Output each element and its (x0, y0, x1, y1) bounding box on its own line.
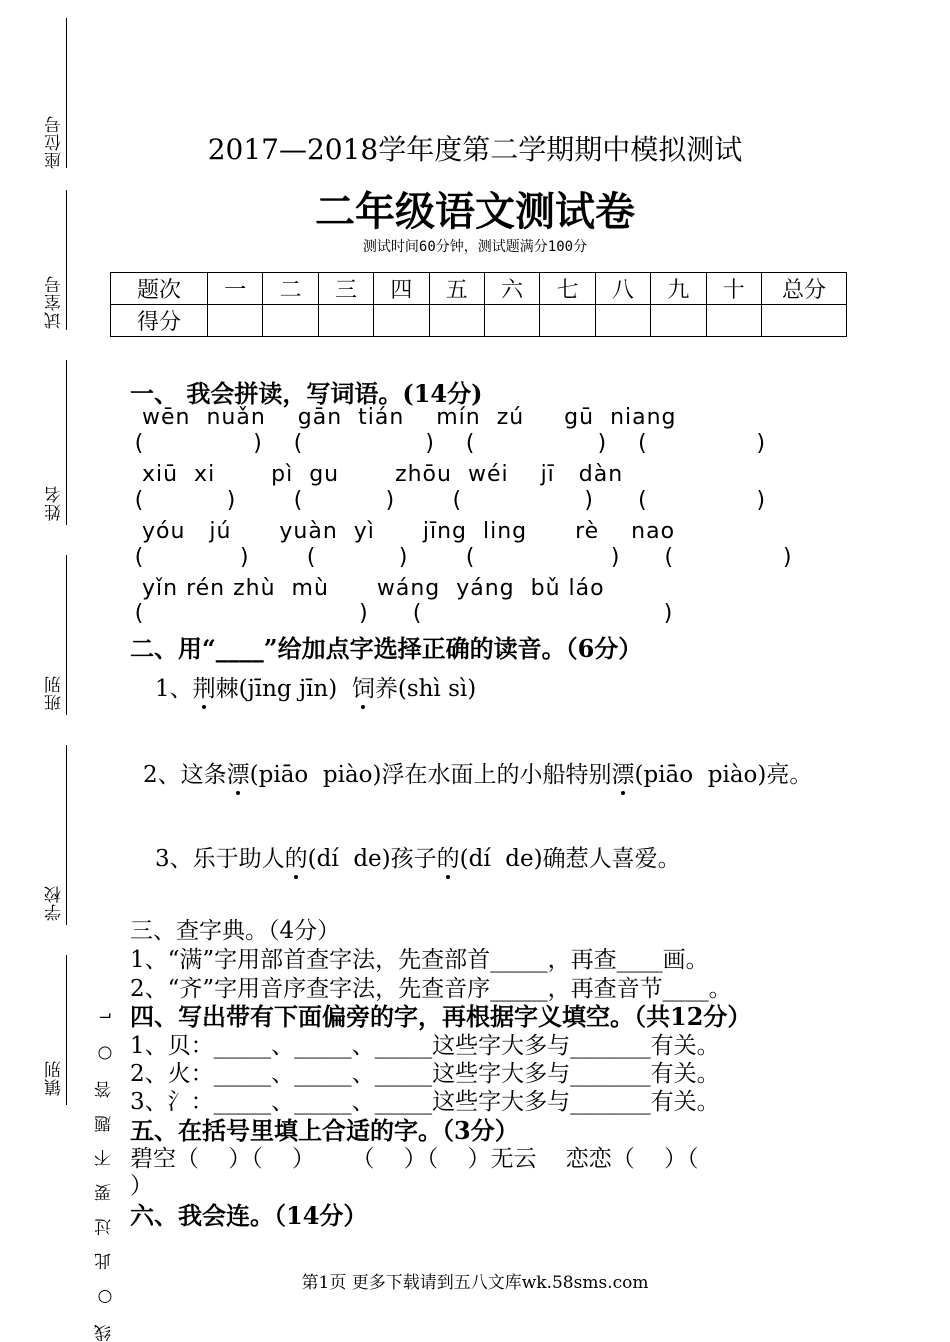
section3-title: 三、查字典。（4分） (130, 918, 341, 944)
score-row-label: 得分 (111, 305, 208, 337)
score-header-cell: 三 (318, 273, 373, 305)
name-label: 姓名 (45, 485, 65, 521)
exam-subtitle: 测试时间60分钟，测试题满分100分 (362, 239, 588, 255)
section4-line-1: 1、贝：_____、_____、_____这些字大多与_______有关。 (130, 1033, 720, 1059)
score-cell[interactable] (318, 305, 373, 337)
seat-label: 座位号 (45, 115, 65, 169)
score-table (110, 272, 847, 337)
room-label: 试室号 (45, 275, 65, 329)
section3-line-2: 2、“齐”字用音序查字法，先查音序_____，再查音节____。 (130, 976, 732, 1002)
answer-parens: ( ) ( ) ( ) ( ) (132, 488, 768, 513)
item-text: (piāo piào)亮。 (634, 762, 813, 788)
section2-title: 二、用“____”给加点字选择正确的读音。（6分） (130, 634, 643, 663)
pinyin-row: yǐn rén zhù mù wáng yáng bǔ láo (142, 576, 605, 601)
answer-parens: ( ) ( ) ( ) ( ) (132, 545, 795, 570)
score-header-cell: 十 (706, 273, 761, 305)
school-label: 学校 (45, 885, 65, 921)
score-table-score-row (111, 305, 847, 337)
page-footer: 第1页 更多下载请到五八文库wk.58sms.com (301, 1273, 649, 1293)
score-cell[interactable] (762, 305, 847, 337)
section2-item-1 (155, 670, 476, 703)
item-text: 棘(jīng jīn) (215, 676, 352, 702)
section4-line-2: 2、火：_____、_____、_____这些字大多与_______有关。 (130, 1061, 720, 1087)
item-prefix: 2、这条 (143, 762, 227, 788)
item-text: 养(shì sì) (374, 676, 477, 702)
score-header-cell: 七 (540, 273, 595, 305)
main-title: 二年级语文测试卷 (315, 189, 635, 235)
score-table-header-row (111, 273, 847, 305)
town-label: 镇别 (45, 1060, 65, 1096)
section2-item-3 (155, 840, 681, 873)
pinyin-row: wēn nuǎn gān tián mín zú gū niang (142, 405, 677, 430)
answer-parens: ( ) ( ) (132, 601, 676, 626)
item-text: (dí de)确惹人喜爱。 (459, 846, 681, 872)
score-header-cell: 一 (208, 273, 263, 305)
answer-parens: ( ) ( ) ( ) ( ) (132, 431, 768, 456)
section1-title: 一、 我会拼读，写词语。(14分) (130, 379, 483, 408)
section5-line-1: 碧空（ ）（ ） （ ）（ ）无云 恋恋（ ）（ (130, 1146, 699, 1172)
section3-line-1: 1、“满”字用部首查字法，先查部首_____，再查____画。 (130, 947, 709, 973)
score-cell[interactable] (706, 305, 761, 337)
score-cell[interactable] (540, 305, 595, 337)
score-header-cell: 五 (429, 273, 484, 305)
score-cell[interactable] (651, 305, 706, 337)
class-label: 班别 (45, 675, 65, 711)
score-cell[interactable] (429, 305, 484, 337)
dotted-char: 漂 (227, 756, 250, 789)
dotted-char: 的 (437, 840, 460, 873)
score-cell[interactable] (374, 305, 429, 337)
score-header-cell: 二 (263, 273, 318, 305)
score-header-cell: 题次 (111, 273, 208, 305)
score-cell[interactable] (595, 305, 650, 337)
section4-title: 四、写出带有下面偏旁的字，再根据字义填空。（共12分） (130, 1002, 752, 1031)
score-header-cell: 八 (595, 273, 650, 305)
dotted-char: 饲 (352, 670, 375, 703)
score-header-cell: 六 (484, 273, 539, 305)
section6-title: 六、我会连。（14分） (130, 1201, 368, 1230)
item-text: (piāo piào)浮在水面上的小船特别 (249, 762, 612, 788)
score-header-cell: 四 (374, 273, 429, 305)
score-header-cell: 九 (651, 273, 706, 305)
binding-note: 线 ○ 此 过 要 不 题 答 ○ ⌐ (95, 1000, 115, 1342)
dotted-char: 的 (285, 840, 308, 873)
pinyin-row: yóu jú yuàn yì jīng ling rè nao (142, 519, 676, 544)
dotted-char: 漂 (612, 756, 635, 789)
section5-title: 五、在括号里填上合适的字。（3分） (130, 1116, 519, 1145)
section4-line-3: 3、氵：_____、_____、_____这些字大多与_______有关。 (130, 1089, 720, 1115)
score-cell[interactable] (263, 305, 318, 337)
exam-title-line: 2017—2018学年度第二学期期中模拟测试 (207, 133, 743, 166)
score-header-cell: 总分 (762, 273, 847, 305)
section2-item-2 (143, 756, 812, 789)
item-prefix: 1、 (155, 676, 193, 702)
pinyin-row: xiū xi pì gu zhōu wéi jī dàn (142, 462, 624, 487)
item-prefix: 3、乐于助人 (155, 846, 285, 872)
item-text: (dí de)孩子 (307, 846, 437, 872)
dotted-char: 荆 (193, 670, 216, 703)
section5-line-2: ） (130, 1173, 153, 1199)
score-cell[interactable] (484, 305, 539, 337)
score-cell[interactable] (208, 305, 263, 337)
